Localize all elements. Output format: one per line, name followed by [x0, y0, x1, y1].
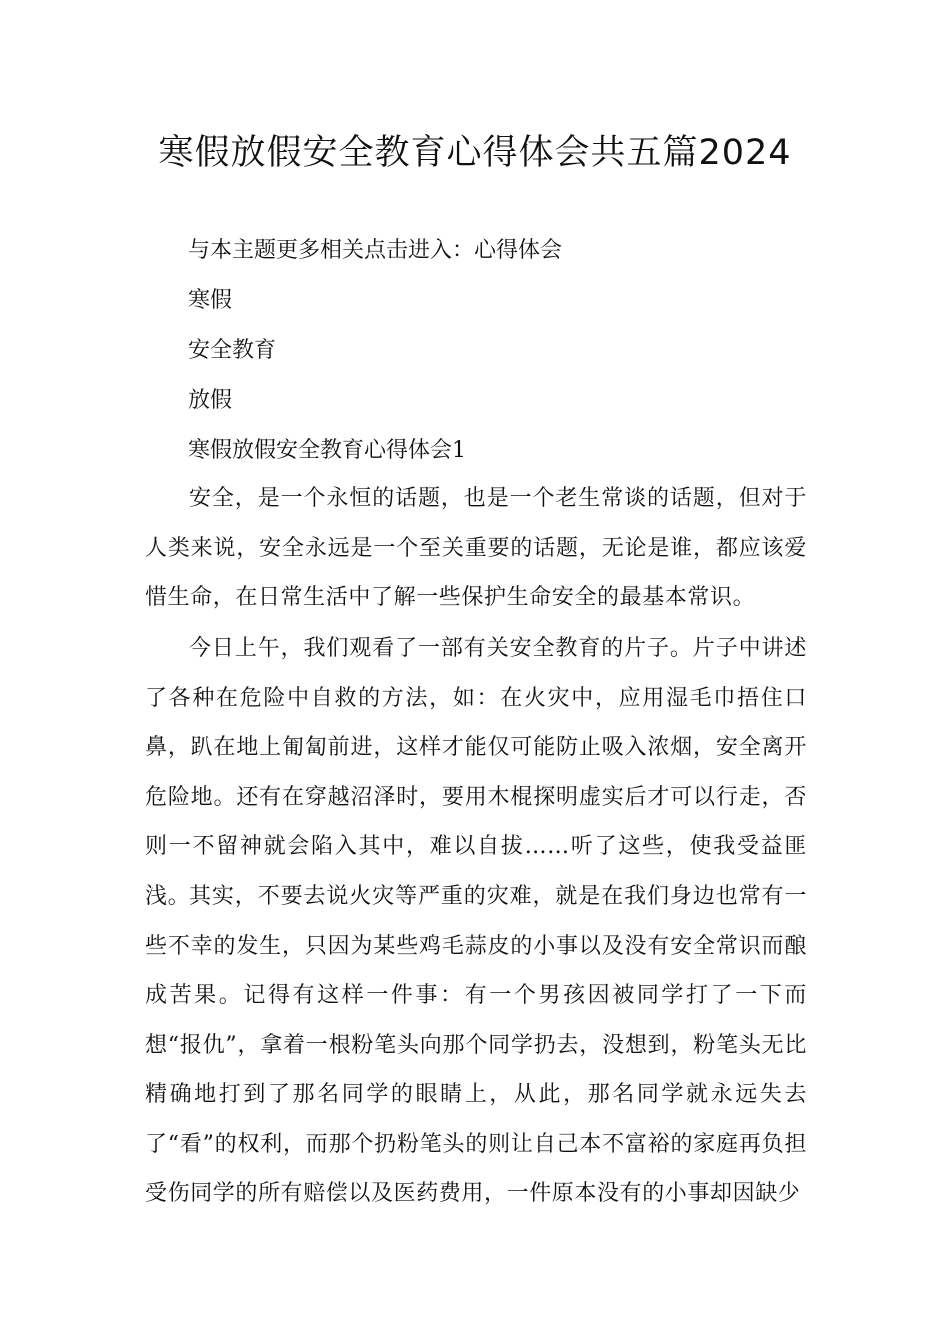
document-title: 寒假放假安全教育心得体会共五篇2024 [158, 133, 792, 173]
paragraph-1: 安全，是一个永恒的话题，也是一个老生常谈的话题，但对于人类来说，安全永远是一个至关重要的话题，无论是谁，都应该爱惜生命，在日常生活中了解一些保护生命安全的最基本常识。 [145, 486, 807, 610]
section-heading: 寒假放假安全教育心得体会1 [188, 438, 466, 463]
tag-safety-education: 安全教育 [188, 338, 277, 363]
tag-winter-vacation: 寒假 [188, 288, 233, 313]
paragraph-2: 今日上午，我们观看了一部有关安全教育的片子。片子中讲述了各种在危险中自救的方法，如：在火灾中，应用湿毛巾捂住口鼻，趴在地上匍匐前进，这样才能仅可能防止吸入浓烟，安全离开危险地。还有在穿越沼泽时，要用木棍探明虚实后才可以行走，否则一不留神就会陷入其中，难以自拔……听了这些，使我受益匪浅。 [145, 636, 807, 909]
related-topics-line: 与本主题更多相关点击进入：心得体会 [188, 238, 563, 263]
paragraph-3: 其实，不要去说火灾等严重的灾难，就是在我们身边也常有一些不幸的发生，只因为某些鸡毛蒜皮的小事以及没有安全常识而酿成苦果。记得有这样一件事：有一个男孩因被同学打了一下而想“报仇”，拿着一根粉笔头向那个同学扔去，没想到，粉笔头无比精确地打到了那名同学的眼睛上，从此，那名同学就永远失去了“看”的权利，而那个扔粉笔头的则让自己本不富裕的家庭再负担受伤同学的所有赔偿以及医药费用，一件原本没有的小事却因缺少 [145, 884, 807, 1206]
tag-holiday: 放假 [188, 388, 233, 413]
